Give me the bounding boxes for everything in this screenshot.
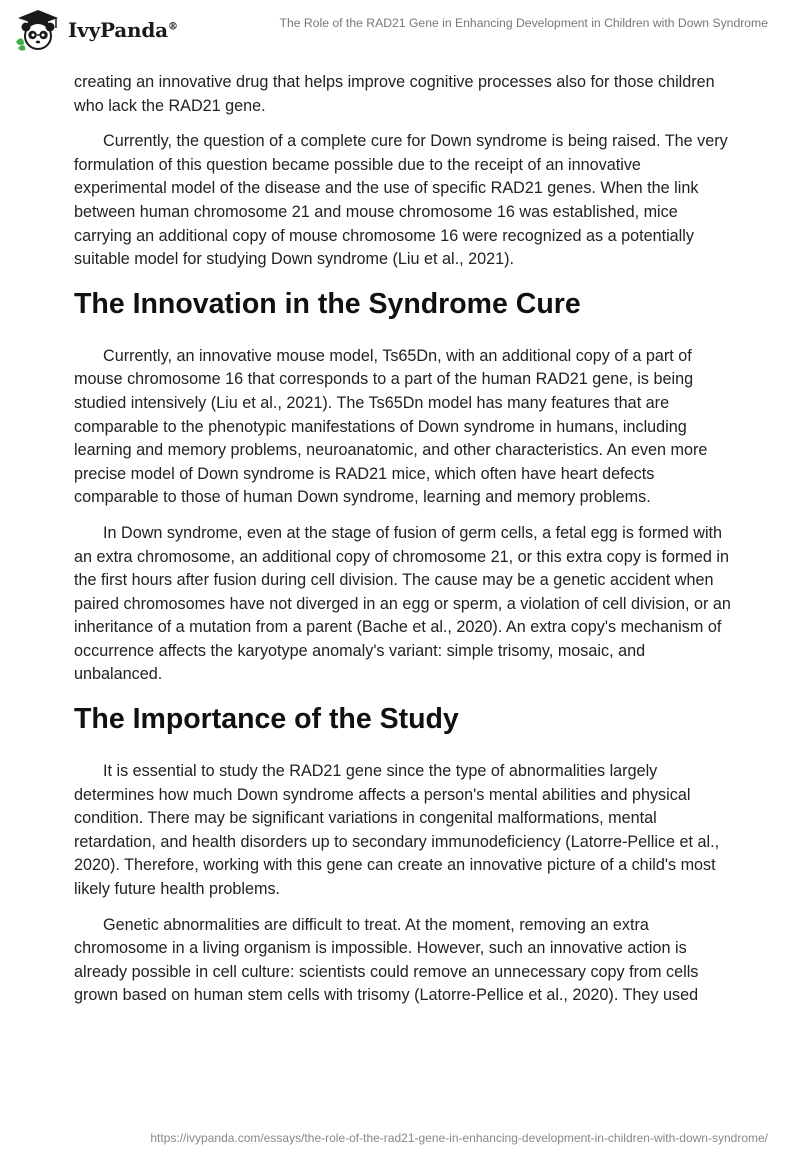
panda-graduate-icon (12, 8, 64, 52)
ivypanda-logo[interactable] (12, 8, 178, 52)
paragraph: Currently, the question of a complete cure for Down syndrome is being raised. The very formulation of this question became possible due to the receipt of an innovative experimental model of the disease and the use of specific RAD21 genes. When the link between human chromosome 21 and mouse chromosome 16 was established, mice carrying an additional copy of mouse chromosome 16 were recognized as a potentially suitable model for studying Down syndrome (Liu et al., 2021). (74, 132, 728, 269)
article-body (74, 71, 734, 1020)
logo-text: IvyPanda® (68, 18, 178, 42)
section-heading: The Importance of the Study (74, 703, 459, 736)
section-heading: The Innovation in the Syndrome Cure (74, 287, 581, 320)
document-title: The Role of the RAD21 Gene in Enhancing Development in Children with Down Syndrome (279, 16, 768, 30)
paragraph: It is essential to study the RAD21 gene since the type of abnormalities largely determines how much Down syndrome affects a person's mental abilities and physical condition. There may be significant variations in congenital malformations, mental retardation, and health disorders up to secondary immunodeficiency (Latorre-Pellice et al., 2020). Therefore, working with this gene can create an innovative picture of a child's most likely future health problems. (74, 762, 720, 899)
paragraph: Genetic abnormalities are difficult to treat. At the moment, removing an extra chromosome in a living organism is impossible. However, such an innovative action is already possible in cell culture: scientists could remove an unnecessary copy from cells grown based on human stem cells with trisomy (Latorre-Pellice et al., 2020). They used (74, 915, 699, 1005)
paragraph: creating an innovative drug that helps improve cognitive processes also for those children who lack the RAD21 gene. (74, 73, 715, 115)
paragraph: Currently, an innovative mouse model, Ts65Dn, with an additional copy of a part of mouse chromosome 16 that corresponds to a part of the human RAD21 gene, is being studied intensively (Liu et al., 2021). The Ts65Dn model has many features that are comparable to the phenotypic manifestations of Down syndrome in humans, including learning and memory problems, neuroanatomic, and other characteristics. An even more precise model of Down syndrome is RAD21 mice, which often have heart defects comparable to those of human Down syndrome, learning and memory problems. (74, 346, 708, 507)
page-header (0, 0, 800, 60)
paragraph: In Down syndrome, even at the stage of fusion of germ cells, a fetal egg is formed with an extra chromosome, an additional copy of chromosome 21, or this extra copy is formed in the first hours after fusion during cell division. The cause may be a genetic accident when paired chromosomes have not diverged in an egg or sperm, a violation of cell division, or an inheritance of a mutation from a parent (Bache et al., 2020). An extra copy's mechanism of occurrence affects the karyotype anomaly's variant: simple trisomy, mosaic, and unbalanced. (74, 523, 731, 684)
footer-source-url[interactable]: https://ivypanda.com/essays/the-role-of-the-rad21-gene-in-enhancing-development-in-children-with-down-syndrome/ (150, 1131, 768, 1145)
